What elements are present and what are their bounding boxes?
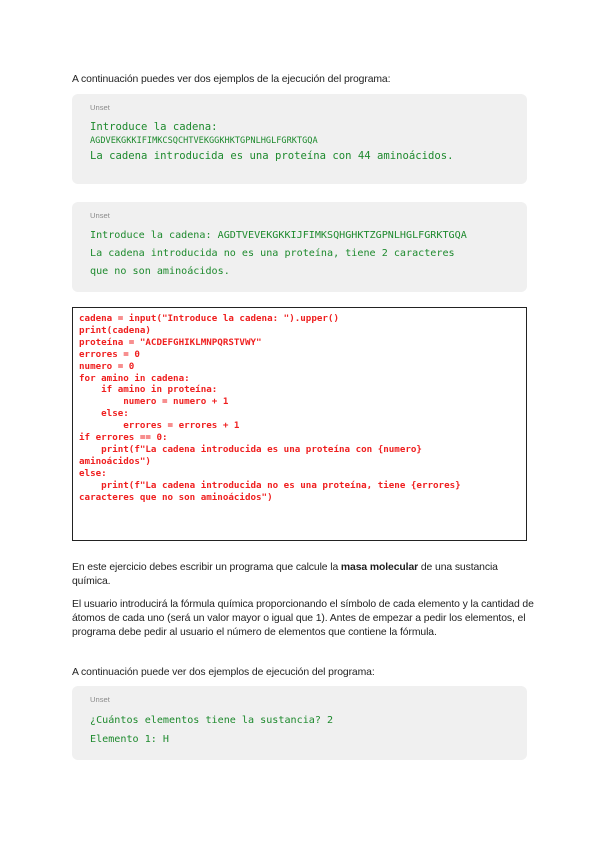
intro-text-1: A continuación puedes ver dos ejemplos de la ejecución del programa: bbox=[72, 74, 391, 85]
description-text: En este ejercicio debes escribir un programa que calcule la bbox=[72, 562, 341, 573]
code-line: Elemento 1: H bbox=[90, 734, 170, 745]
program-line: else: bbox=[79, 467, 107, 479]
program-line: proteína = "ACDEFGHIKLMNPQRSTVWY" bbox=[79, 336, 262, 348]
example-output-2 bbox=[72, 202, 527, 292]
program-source-code bbox=[72, 307, 527, 541]
code-language-label: Unset bbox=[90, 103, 110, 112]
code-line: Introduce la cadena: bbox=[90, 121, 218, 133]
example-output-1 bbox=[72, 94, 527, 184]
program-line: cadena = input("Introduce la cadena: ").upper() bbox=[79, 313, 339, 324]
program-line: numero = numero + 1 bbox=[79, 396, 229, 408]
bold-term: masa molecular bbox=[340, 562, 419, 573]
code-line: Introduce la cadena: AGDTVEVEKGKKIJFIMKSQHGHKTZGPNLHGLFGRKTGQA bbox=[90, 230, 467, 241]
program-line: print(cadena) bbox=[79, 324, 151, 336]
program-line: print(f"La cadena introducida no es una proteína, tiene {errores} bbox=[79, 479, 461, 491]
code-line: La cadena introducida es una proteína con 44 aminoácidos. bbox=[90, 150, 454, 162]
code-language-label: Unset bbox=[90, 695, 110, 704]
code-line: La cadena introducida no es una proteína, tiene 2 caracteres bbox=[90, 248, 455, 259]
description-text: de una sustancia química. bbox=[72, 562, 498, 587]
exercise-description bbox=[72, 561, 537, 589]
example-output-3 bbox=[72, 686, 527, 760]
program-line: if amino in proteína: bbox=[79, 384, 218, 396]
program-line: print(f"La cadena introducida es una proteína con {numero} bbox=[79, 443, 422, 455]
program-line: else: bbox=[79, 408, 129, 420]
code-line: que no son aminoácidos. bbox=[90, 266, 230, 277]
program-line: aminoácidos") bbox=[79, 455, 151, 467]
program-line: errores = 0 bbox=[79, 348, 140, 360]
program-line: errores = errores + 1 bbox=[79, 420, 240, 432]
intro-text-2: A continuación puede ver dos ejemplos de ejecución del programa: bbox=[72, 667, 375, 678]
code-line: ¿Cuántos elementos tiene la sustancia? 2 bbox=[90, 715, 334, 726]
code-line: AGDVEKGKKIFIMKCSQCHTVEKGGKHKTGPNLHGLFGRKTGQA bbox=[90, 136, 318, 146]
program-line: if errores == 0: bbox=[79, 432, 168, 444]
exercise-instructions: El usuario introducirá la fórmula química proporcionando el símbolo de cada elemento y la cantidad de átomos de cada uno (será un valor mayor o igual que 1). Antes de empezar a pedir los elementos, el programa debe pedir al usuario el número de elementos que contiene la fórmula. bbox=[72, 599, 534, 638]
program-line: for amino in cadena: bbox=[79, 372, 190, 384]
program-line: caracteres que no son aminoácidos") bbox=[79, 491, 273, 503]
code-language-label: Unset bbox=[90, 211, 110, 220]
program-line: numero = 0 bbox=[79, 360, 135, 372]
